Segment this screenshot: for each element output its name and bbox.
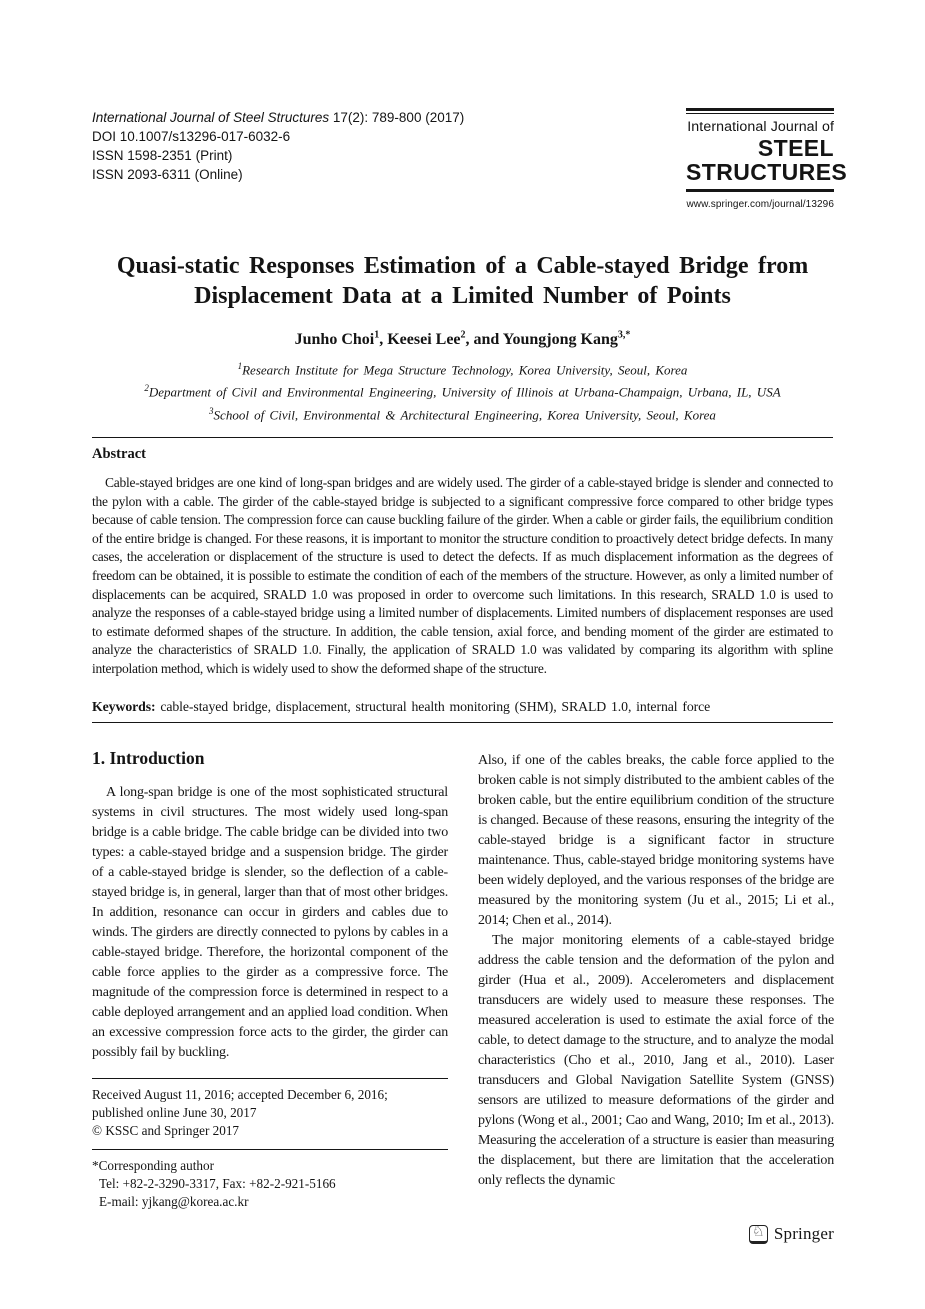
published-online-line: published online June 30, 2017	[92, 1105, 257, 1120]
author-separator: ,	[379, 331, 388, 349]
issn-online-line: ISSN 2093-6311 (Online)	[92, 167, 243, 182]
received-accepted-line: Received August 11, 2016; accepted December 6, 2016;	[92, 1087, 388, 1102]
affiliation-text: Department of Civil and Environmental Engineering, University of Illinois at Urbana-Champaign, Urbana, IL, USA	[148, 384, 781, 400]
abstract-text: Cable-stayed bridges are one kind of long-span bridges and are widely used. The girder of a cable-stayed bridge is slender and connected to the pylon with a cable. The girder of the cable-stayed bridge is subjected to a significant compressive force compared to other bridge types because of cable tension. The compression force can cause buckling failure of the girder. When a cable or girder fails, the equilibrium condition of the entire bridge is changed. For these reasons, it is important to monitor the structure condition to proactively detect bridge defects. In many cases, the acceleration or displacement of the structure is used to detect the defects. If as much displacement information as the degrees of freedom can be obtained, it is possible to estimate the condition of each of the members of the structure. However, as only a limited number of displacements can be acquired, SRALD 1.0 was proposed in order to overcome such limitations. In this research, SRALD 1.0 is used to analyze the responses of a cable-stayed bridge using a limited number of displacements. Limited numbers of displacement responses are used to estimate deformed shapes of the structure. In addition, the cable tension, axial force, and bending moment of the girder are estimated to analyze the characteristics of SRALD 1.0. Finally, the application of SRALD 1.0 was validated by comparing its algorithm with spline interpolation method, which is widely used to show the deformed shape of the structure.	[92, 475, 833, 676]
author	[503, 331, 631, 348]
introduction-paragraph-right-2: The major monitoring elements of a cable-stayed bridge address the cable tension and the deformation of the pylon and girder (Hua et al., 2009). Accelerometers and displacement transducers are widely used to measure these responses. The measured acceleration is used to estimate the axial force of the cable, to detect damage to the structure, and to analyze the modal characteristics (Cho et al., 2010, Jang et al., 2010). Laser transducers and Global Navigation Satellite System (GNSS) sensors are utilized to measure deformations of the girder and pylons (Wong et al., 2001; Cao and Wang, 2010; Im et al., 2013). Measuring the acceleration of a structure is easier than measuring the displacement, but there are limitation that the acceleration only reflects the dynamic	[478, 933, 834, 1188]
corresponding-author-label: *Corresponding author	[92, 1158, 214, 1173]
logo-steel-line: STEEL	[757, 135, 834, 161]
author-name: Youngjong Kang	[502, 331, 618, 349]
right-column	[478, 751, 834, 1191]
springer-horse-icon: ♘	[749, 1225, 768, 1244]
bibliographic-header	[92, 108, 464, 184]
springer-wordmark: Springer	[773, 1224, 834, 1243]
journal-citation-line	[92, 108, 464, 127]
abstract-heading: Abstract	[92, 446, 146, 462]
divider	[92, 437, 833, 438]
author-separator: , and	[465, 331, 503, 349]
paper-title	[0, 251, 925, 311]
affiliation-text: Research Institute for Mega Structure Technology, Korea University, Seoul, Korea	[242, 362, 688, 378]
author-name: Keesei Lee	[387, 331, 461, 349]
springer-imprint	[749, 1224, 834, 1244]
paper-title-line2: Displacement Data at a Limited Number of Points	[194, 283, 731, 309]
email-line: E-mail: yjkang@korea.ac.kr	[99, 1194, 249, 1209]
logo-journal-line: International Journal of	[687, 119, 834, 135]
logo-structures-line: STRUCTURES	[686, 159, 848, 185]
author-list	[0, 330, 925, 349]
paper-title-line1: Quasi-static Responses Estimation of a Cable-stayed Bridge from	[116, 253, 809, 279]
affiliation-mark: 1	[237, 361, 243, 371]
affiliation-mark: 3	[209, 405, 214, 416]
left-column	[92, 748, 448, 1063]
author	[295, 331, 388, 348]
author-name: Junho Choi	[294, 331, 375, 349]
doi-line: DOI 10.1007/s13296-017-6032-6	[92, 129, 291, 144]
affiliation-mark: 2	[144, 383, 149, 394]
footnote-block	[92, 1078, 448, 1211]
affiliation	[0, 402, 925, 424]
copyright-line: © KSSC and Springer 2017	[92, 1123, 240, 1138]
keywords-line	[92, 699, 833, 715]
affiliation	[0, 379, 925, 401]
keywords-label: Keywords:	[92, 699, 156, 714]
article-history	[92, 1079, 448, 1149]
author-affiliation-mark: 3,*	[617, 330, 631, 341]
author-affiliation-mark: 1	[374, 330, 380, 341]
journal-logo-box	[686, 108, 848, 210]
corresponding-author-block	[92, 1150, 448, 1211]
author	[387, 331, 503, 348]
issn-print-line: ISSN 1598-2351 (Print)	[92, 148, 233, 163]
logo-bottom-rule	[686, 189, 834, 192]
tel-fax-line: Tel: +82-2-3290-3317, Fax: +82-2-921-5166	[99, 1176, 336, 1191]
journal-issue: 17(2): 789-800 (2017)	[329, 110, 465, 125]
introduction-paragraph-left: A long-span bridge is one of the most sophisticated structural systems in civil structures. The most widely used long-span bridge is a cable bridge. The cable bridge can be divided into two types: a cable-stayed bridge and a suspension bridge. The girder of a cable-stayed bridge is slender, so the deflection of a cable-stayed bridge is, in general, larger than that of most other bridges. In addition, resonance can occur in girders and cables due to winds. The girders are directly connected to pylons by cables in a cable-stayed bridge. Therefore, the horizontal component of the cable force applies to the girder as a compressive force. The magnitude of the compression force is determined in respect to a cable deployed arrangement and an applied load condition. When an excessive compression force acts to the girder, the girder can possibly fail by buckling.	[92, 785, 448, 1060]
affiliation-list	[0, 357, 925, 424]
author-affiliation-mark: 2	[460, 330, 466, 341]
section-heading-introduction: 1. Introduction	[92, 748, 205, 768]
keywords-text: cable-stayed bridge, displacement, structural health monitoring (SHM), SRALD 1.0, internal force	[155, 699, 711, 714]
affiliation-text: School of Civil, Environmental & Architectural Engineering, Korea University, Seoul, Korea	[213, 406, 716, 422]
divider	[92, 722, 833, 723]
journal-website-url: www.springer.com/journal/13296	[686, 199, 834, 210]
logo-top-rule	[686, 108, 834, 114]
affiliation	[0, 357, 925, 379]
journal-name: International Journal of Steel Structures	[92, 110, 330, 125]
introduction-paragraph-right-1: Also, if one of the cables breaks, the cable force applied to the broken cable is not simply distributed to the ambient cables of the broken cable, but the entire equilibrium condition of the structure is changed. Because of these reasons, ensuring the integrity of the cable-stayed bridge is a significant factor in structure maintenance. Thus, cable-stayed bridge monitoring systems have been widely deployed, and the various responses of the bridge are measured by the monitoring system (Ju et al., 2015; Li et al., 2014; Chen et al., 2014).	[478, 753, 834, 928]
